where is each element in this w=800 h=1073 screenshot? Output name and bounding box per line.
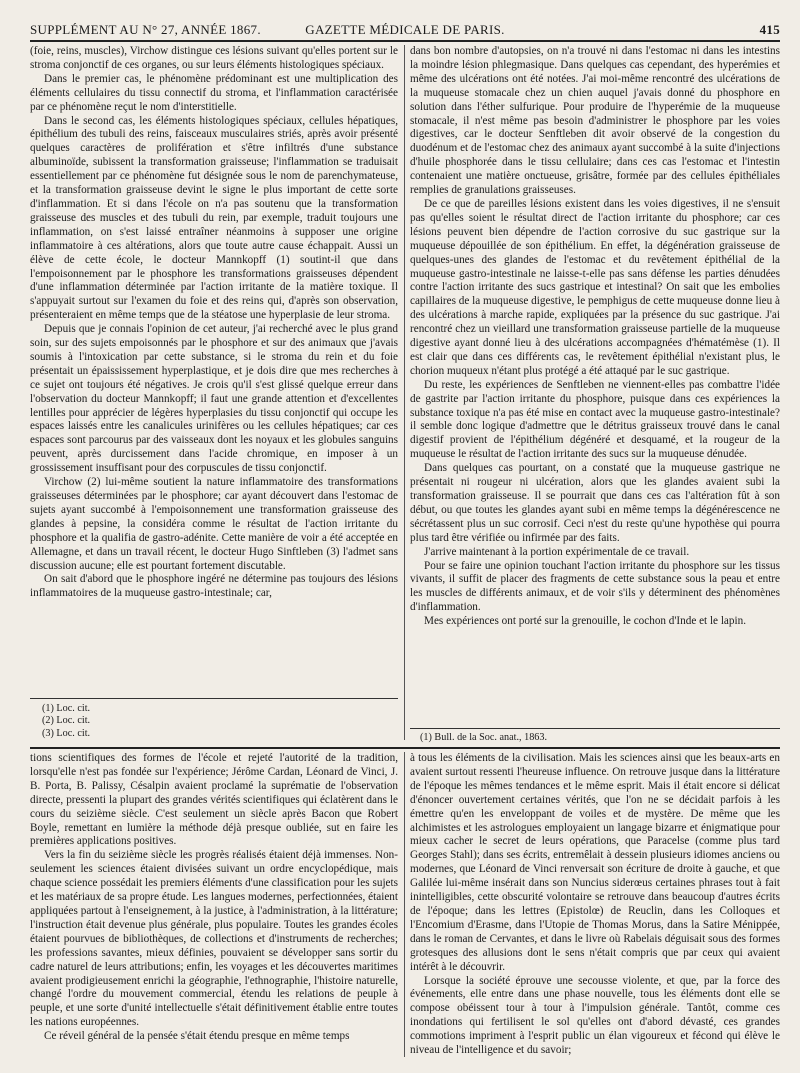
paragraph: Virchow (2) lui-même soutient la nature inflammatoire des transformations graisseuses déterminées par le phosphore; car ayant découvert dans l'estomac de sujets ayant succombé à l'empoisonnement une transformation graisseuse des glandes à pepsine, la considéra comme le résultat de l'action irritante du phosphore et la qualifia de gastro-adénite. Cette manière de voir a été acceptée en Allemagne, et dans un travail récent, le docteur Hugo Sinftleben (3) l'admet sans discussion aucune; elle est pourtant fortement discutable. <box>30 476 398 572</box>
footnotes-right <box>420 732 547 744</box>
page-header <box>30 22 780 40</box>
paragraph: dans bon nombre d'autopsies, on n'a trouvé ni dans l'estomac ni dans les intestins la moindre lésion phlegmasique. Dans quelques cas cependant, des hyperémies et même des ulcérations ont été notées. J'ai moi-même rencontré des ulcérations de la muqueuse stomacale chez un chien auquel j'avais donné du phosphore en solution dans l'éther sulfurique. Pour produire de l'hyperémie de la muqueuse stomacale, il n'est même pas besoin d'administrer le phosphore par les voies digestives, car le docteur Senftleben dit avoir observé de la congestion du duodénum et de l'estomac chez des animaux ayant succombé à la suite d'injections d'huile phosphorée dans le tissu cellulaire; dans ces cas l'estomac et l'intestin contenaient une matière onctueuse, grisâtre, formée par des cellules épithéliales remplies de granulations graisseuses. <box>410 45 780 197</box>
column-right-bottom <box>410 752 780 1057</box>
column-right-top <box>410 45 780 725</box>
journal-title: GAZETTE MÉDICALE DE PARIS. <box>305 22 505 37</box>
column-left-bottom <box>30 752 398 1057</box>
supplement-label: SUPPLÉMENT AU N° 27, ANNÉE 1867. <box>30 22 261 37</box>
paragraph: On sait d'abord que le phosphore ingéré ne détermine pas toujours des lésions inflammatoires de la muqueuse gastro-intestinale; car, <box>30 573 398 600</box>
paragraph: Lorsque la société éprouve une secousse violente, et que, par la force des événements, elle entre dans une phase nouvelle, tous les éléments dont elle se compose obéissent tour à tour à l'impulsion générale. Tantôt, comme ces inondations qui fertilisent le sol qu'elles ont d'abord dévasté, ces grandes commotions impriment à l'esprit public un élan vigoureux et fécond qui élève le niveau de l'intelligence et du savoir; <box>410 974 780 1057</box>
paragraph: Mes expériences ont porté sur la grenouille, le cochon d'Inde et le lapin. <box>424 615 746 628</box>
paragraph: Dans le premier cas, le phénomène prédominant est une multiplication des éléments cellulaires du tissu connectif du stroma, et l'inflammation caractérisée par ce phénomène reçut le nom d'interstitielle. <box>30 72 398 113</box>
footnote-rule-right <box>410 728 780 729</box>
paragraph: (foie, reins, muscles), Virchow distingue ces lésions suivant qu'elles portent sur le stroma conjonctif de ces organes, ou sur leurs éléments histologiques spéciaux. <box>30 45 398 71</box>
page-number: 415 <box>759 22 780 37</box>
paragraph: tions scientifiques des formes de l'école et rejeté l'autorité de la tradition, lorsqu'elle n'est pas fondée sur l'expérience; Jérôme Cardan, Léonard de Vinci, J. B. Porta, B. Palissy, Césalpin avaient proclamé la suprématie de l'observation directe, pressenti la plupart des grandes vérités scientifiques qui éclatèrent dans le cours du seizième siècle. C'est seulement un siècle après Bacon que Robert Boyle, remettant en lumière la méthode déjà presque oubliée, sut en faire les premières applications positives. <box>30 752 398 848</box>
paragraph: Depuis que je connais l'opinion de cet auteur, j'ai recherché avec le plus grand soin, sur des sujets empoisonnés par le phosphore et sur des animaux que j'avais soumis à l'intoxication par cette substance, si le stroma du rein et du foie présentait un épaississement hyperplastique, et je dois dire que mes recherches à ce sujet ont toujours été négatives. Je crois qu'il s'est glissé quelque erreur dans l'observation du docteur Mannkopff; il faut une grande attention et d'excellentes lentilles pour apprécier de légères hyperplasies du tissu conjonctif qui occupe les espaces laissés entre les canalicules urinifères ou les cellules hépatiques; car ces espaces sont parcourus par des vaisseaux dont les noyaux et les globules sanguins peuvent, après durcissement dans l'acide chromique, en imposer à un grossissement insuffisant pour des corpuscules de tissu conjonctif. <box>30 323 398 475</box>
paragraph: Ce réveil général de la pensée s'était étendu presque en même temps <box>44 1030 350 1043</box>
footnotes-left <box>42 703 90 740</box>
paragraph: J'arrive maintenant à la portion expérimentale de ce travail. <box>424 545 690 558</box>
footnote: (3) Loc. cit. <box>42 727 91 739</box>
paragraph: Pour se faire une opinion touchant l'action irritante du phosphore sur les tissus vivants, il suffit de placer des fragments de cette substance sous la peau et entre les muscles de différents animaux, et de voir s'ils y déterminent des phénomènes d'inflammation. <box>410 559 780 614</box>
column-divider-bottom <box>404 752 405 1057</box>
header-rule <box>30 40 780 42</box>
paragraph: De ce que de pareilles lésions existent dans les voies digestives, il ne s'ensuit pas qu'elles soient le résultat direct de l'action irritante du phosphore; car ces lésions peuvent bien dépendre de l'action corrosive du suc gastrique sur la muqueuse dépouillée de son épithélium. En effet, la dégénération graisseuse de quelques-unes des glandes de l'estomac et du revêtement épithélial de la muqueuse gastro-intestinale ne laisse-t-elle pas sans défense les parties dénudées contre l'action irritante des sucs gastrique et intestinal? On sait que les embolies capillaires de la muqueuse digestive, le pemphigus de cette muqueuse donne lieu à des ulcérations à marche rapide, expliquées par la présence du suc gastrique. J'ai rencontré chez un vieillard une transformation graisseuse partielle de la muqueuse digestive ayant donné lieu à des ulcérations accompagnées d'hématémèse (1). Il est clair que dans ces différents cas, le revêtement épithélial n'existant plus, le chorion muqueux n'étant plus protégé a été attaqué par le suc gastrique. <box>410 197 780 377</box>
paragraph: à tous les éléments de la civilisation. Mais les sciences ainsi que les beaux-arts en avaient surtout ressenti l'heureuse influence. On retrouve jusque dans la littérature de l'époque les mêmes tendances et le même esprit. Mais il était encore si délicat d'énoncer ouvertement certaines vérités, que l'on ne se décidait parfois à les émettre qu'en les enveloppant de voiles et de mystère. De même que les alchimistes et les astrologues employaient un langage bizarre et énigmatique pour mieux cacher le secret de leurs opérations, que Paracelse (comme plus tard Georges Stahl); dans ses écrits, entremêlait à dessein plusieurs idiomes anciens ou modernes, que Léonard de Vinci renversait son écriture de droite à gauche, et que Galilée lui-même insérait dans son Nuncius siderœus certaines phrases tout à fait inintelligibles, cette obscurité volontaire se retrouve dans beaucoup d'autres écrits de l'époque; dans les lettres (Epistolœ) de Reuclin, dans les Colloques et l'Encomium d'Erasme, dans l'Utopie de Thomas Morus, dans la Satire Ménippée, dans le roman de Cervantes, et dans le livre où Rabelais déguisait sous des formes grotesques des allusions dont le sens n'était compris que par ceux qui avaient intérêt à le découvrir. <box>410 752 780 973</box>
footnote: (1) Loc. cit. <box>42 703 91 714</box>
paragraph: Vers la fin du seizième siècle les progrès réalisés étaient déjà immenses. Non-seulement les sciences étaient divisées suivant un ordre encyclopédique, mais chaque science possédait les premiers éléments d'une classification pour les sujets et les matériaux de sa propre étude. Les langues modernes, perfectionnées, étaient appliquées partout à l'enseignement, à la justice, à l'administration, à la littérature; l'instruction était devenue plus générale, plus populaire. Toutes les grandes écoles étaient pourvues de bibliothèques, de collections et d'instruments de recherches; les professions savantes, mieux définies, pouvaient se développer sans sortir du cadre naturel de leurs attributions; enfin, les voyages et les découvertes maritimes avaient prodigieusement enrichi la géographie, l'ethnographie, l'histoire naturelle, changé l'ordre du mouvement commercial, étendu les relations de peuple à peuple, et une sorte d'unité intellectuelle s'était définitivement établie entre toutes les nations européennes. <box>30 849 398 1029</box>
feuilleton-rule <box>30 747 780 749</box>
footnote: (2) Loc. cit. <box>42 715 91 727</box>
paragraph: Dans quelques cas pourtant, on a constaté que la muqueuse gastrique ne présentait ni rougeur ni ulcération, alors que les glandes avaient subi la transformation graisseuse. Il se pourrait que dans ces cas l'altération fût à son début, ou que toutes les glandes ayant subi en même temps la dégénérescence ne sécrétassent plus un suc corrosif. Ceci n'est du reste qu'une hypothèse qui pourra plus tard être vérifiée ou infirmée par des faits. <box>410 462 780 544</box>
column-divider <box>404 45 405 740</box>
paragraph: Dans le second cas, les éléments histologiques spéciaux, cellules hépatiques, épithélium des tubuli des reins, faisceaux musculaires striés, après avoir présenté quelques caractères de prolifération et s'être infiltrés d'une substance albuminoïde, subissent la transformation graisseuse; l'inflammation se traduisait essentiellement par ce phénomène fut désignée sous le nom de parenchymateuse, et la transformation graisseuse devint le signe le plus important de cette sorte d'inflammation. Et si dans l'école on n'a pas soutenu que la transformation graisseuse des muscles et des tubuli du rein, par exemple, traduit toujours une inflammation, on s'est laissé entraîner néanmoins à supposer une origine inflammatoire à ces altérations, alors que toute autre cause échappait. Aussi un élève de cette école, le docteur Mannkopff (1) soutint-il que dans l'empoisonnement par le phosphore les transformations graisseuses dépendent d'une inflammation déterminée par l'action irritante de la matière toxique. Il s'appuyait surtout sur l'examen du foie et des reins qui, d'après son observation, présenteraient en même temps que de la stéatose une hyperplasie de leur stroma. <box>30 114 398 322</box>
footnote: (1) Bull. de la Soc. anat., 1863. <box>420 732 548 743</box>
column-left-top <box>30 45 398 675</box>
paragraph: Du reste, les expériences de Senftleben ne viennent-elles pas combattre l'idée de gastrite par l'action irritante du phosphore, puisque dans ces expériences la substance toxique n'a pas été mise en contact avec la muqueuse gastro-intestinale? il semble donc logique d'admettre que le détritus graisseux trouvé dans le canal digestif provient de l'épithélium dégénéré et desquamé, et la rougeur de la muqueuse le résultat de l'action irritante des sucs sur la muqueuse dénudée. <box>410 378 780 461</box>
footnote-rule-left <box>30 698 398 699</box>
